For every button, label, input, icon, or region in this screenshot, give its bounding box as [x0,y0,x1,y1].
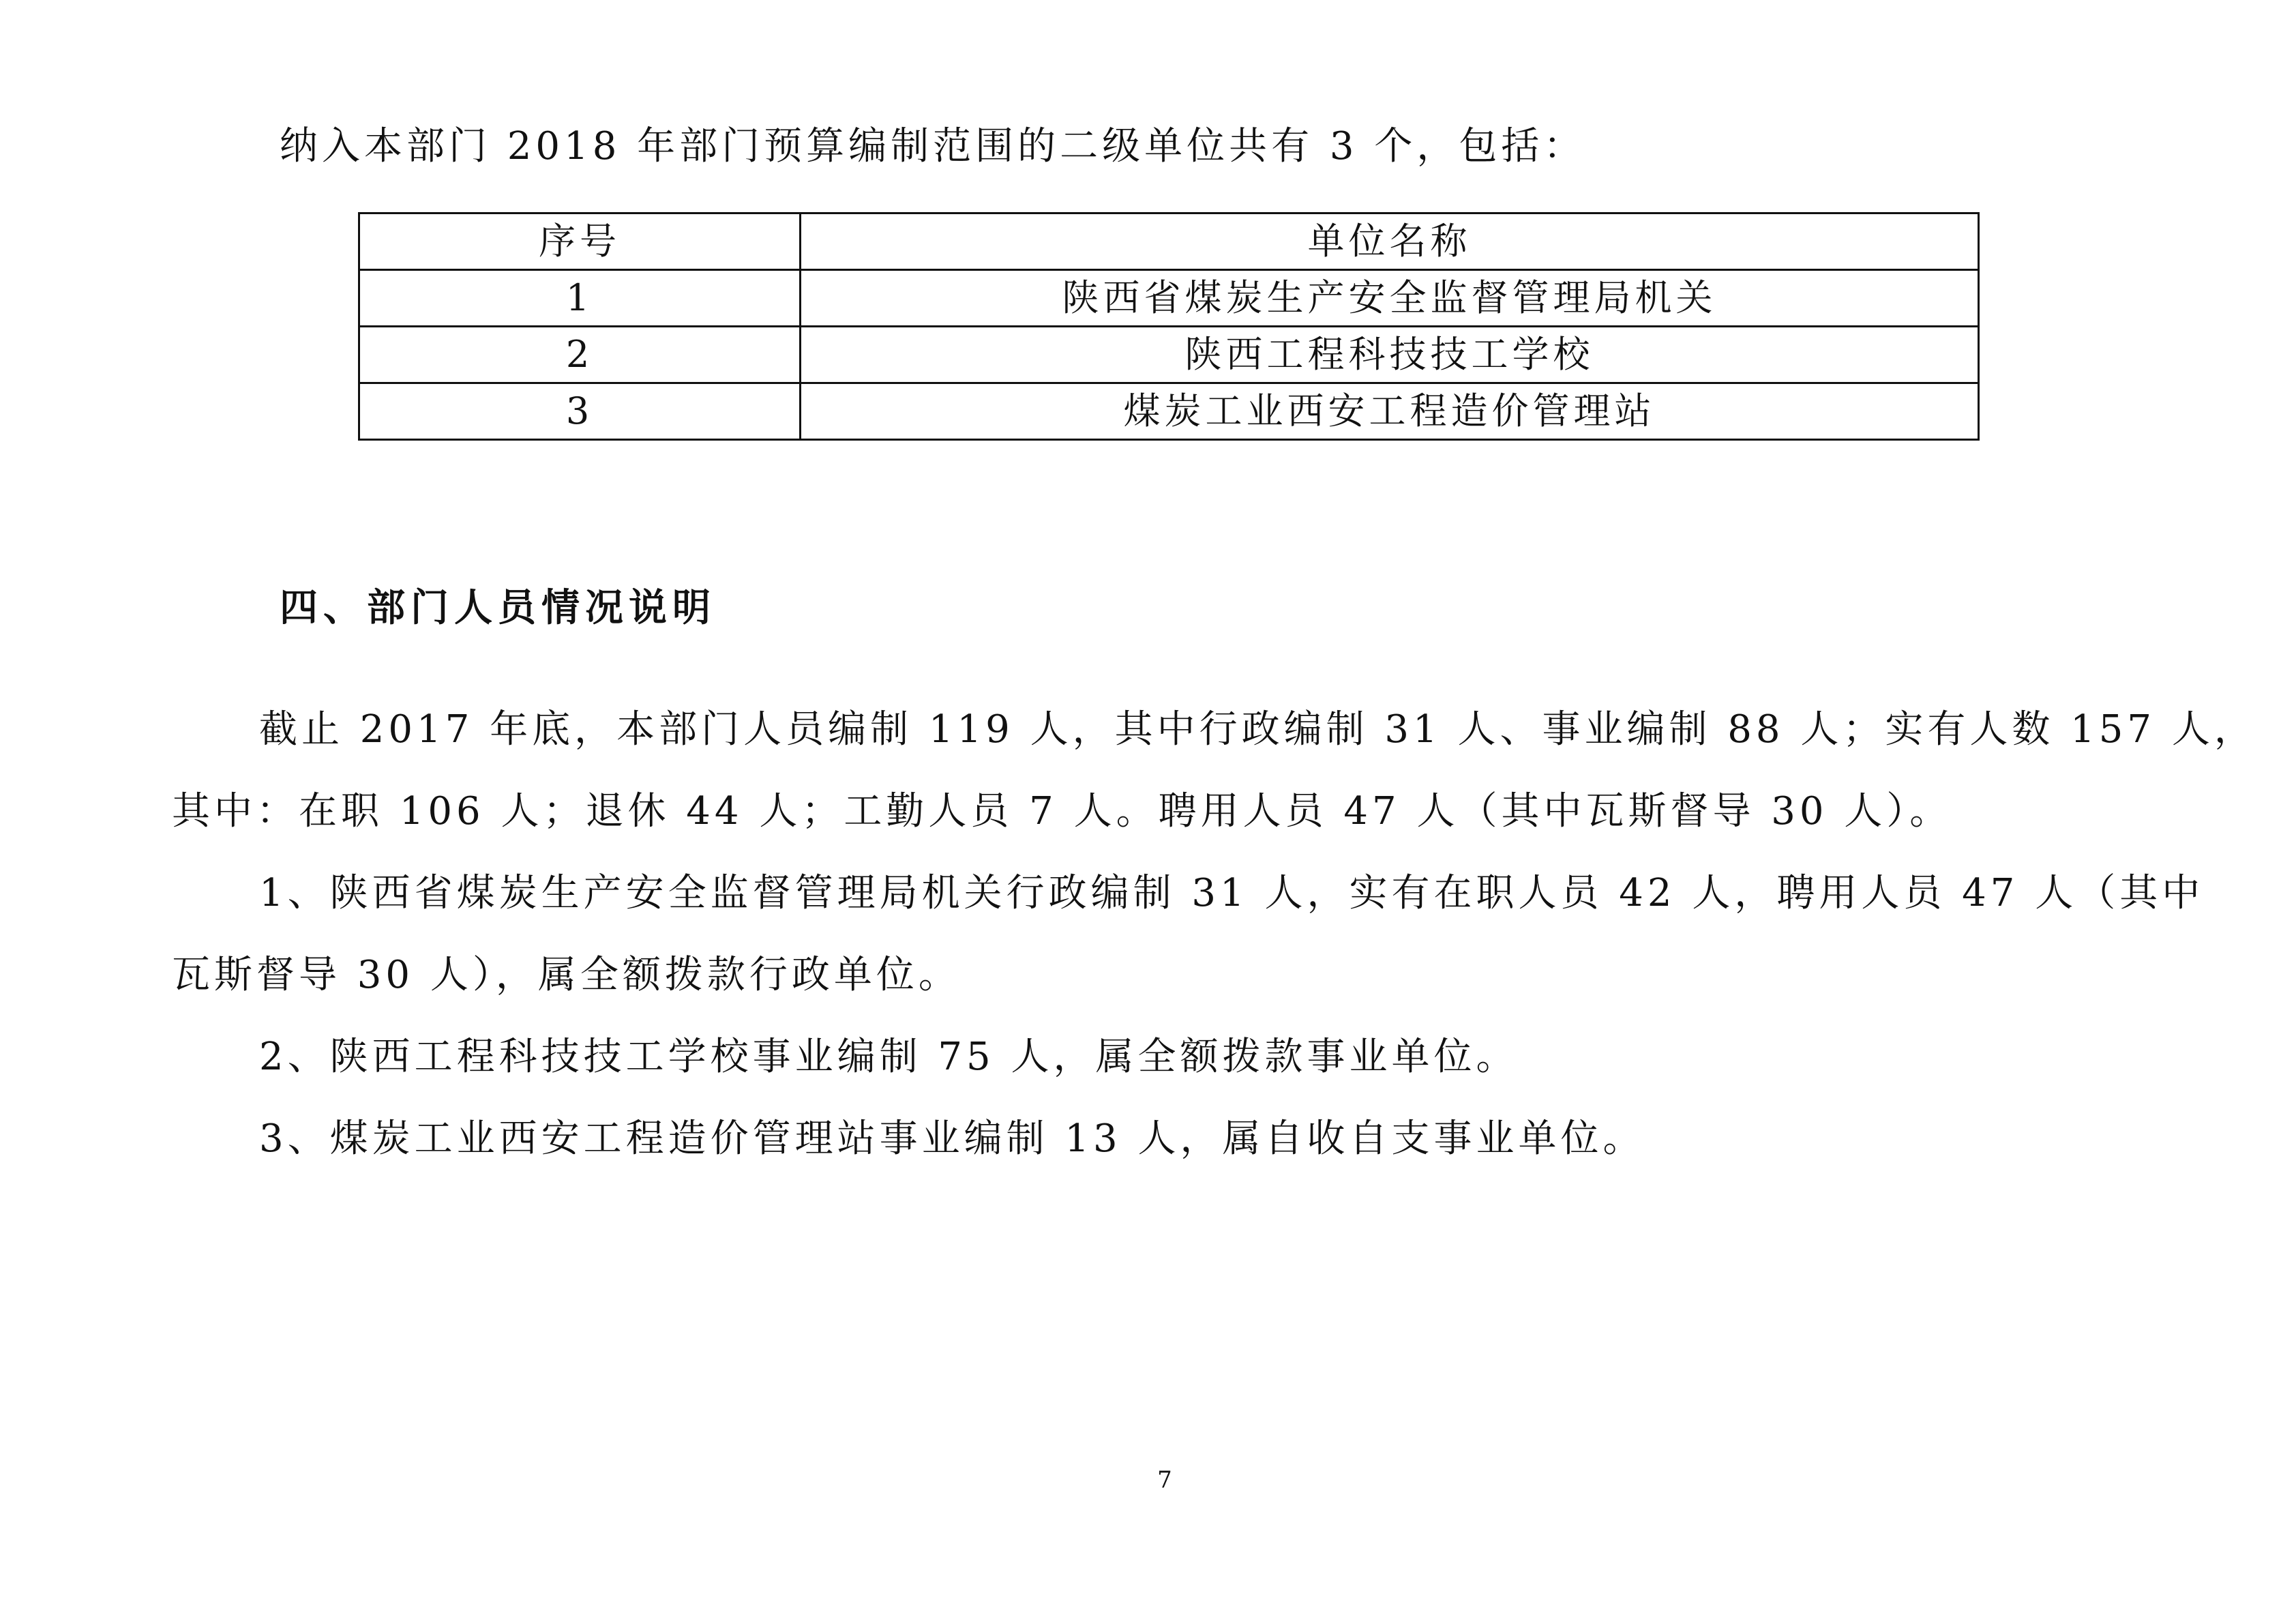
staffing-summary-line-2: 其中：在职 106 人；退休 44 人；工勤人员 7 人。聘用人员 47 人（其中瓦斯督导 30 人）。 [172,789,1952,833]
unit-2-description: 2、陕西工程科技技工学校事业编制 75 人，属全额拨款事业单位。 [259,1035,1519,1079]
staffing-summary-line-1: 截止 2017 年底，本部门人员编制 119 人，其中行政编制 31 人、事业编制 88 人；实有人数 157 人， [259,707,2256,752]
table-row [359,270,1979,327]
units-table [358,212,1980,441]
section-heading: 四、部门人员情况说明 [280,585,716,630]
unit-1-description-line-2: 瓦斯督导 30 人），属全额拨款行政单位。 [172,953,961,997]
row-unit-name: 煤炭工业西安工程造价管理站 [801,383,1979,440]
table-header-row [359,213,1979,270]
page-number: 7 [1157,1466,1172,1494]
row-index: 1 [359,270,801,327]
row-unit-name: 陕西工程科技技工学校 [801,327,1979,383]
unit-1-description-line-1: 1、陕西省煤炭生产安全监督管理局机关行政编制 31 人，实有在职人员 42 人，聘用人员 47 人（其中 [259,871,2205,915]
intro-paragraph: 纳入本部门 2018 年部门预算编制范围的二级单位共有 3 个，包括： [280,124,1586,168]
header-unit-name: 单位名称 [801,213,1979,270]
row-index: 2 [359,327,801,383]
header-index: 序号 [359,213,801,270]
table-row [359,383,1979,440]
row-unit-name: 陕西省煤炭生产安全监督管理局机关 [801,270,1979,327]
row-index: 3 [359,383,801,440]
table-row [359,327,1979,383]
unit-3-description: 3、煤炭工业西安工程造价管理站事业编制 13 人，属自收自支事业单位。 [259,1117,1645,1161]
